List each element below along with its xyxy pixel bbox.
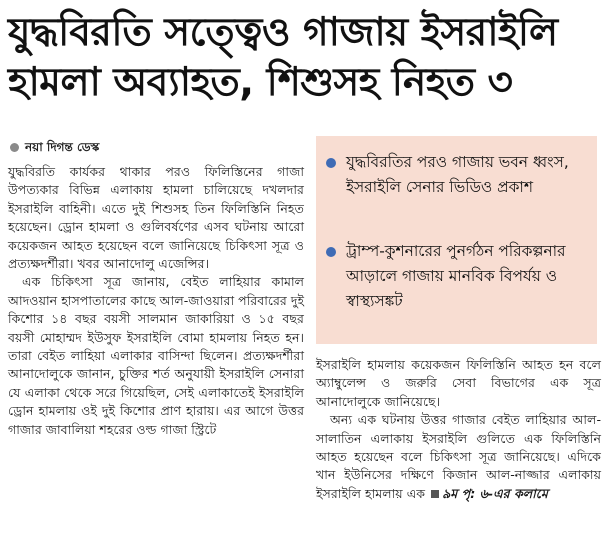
highlight-box — [316, 136, 597, 344]
byline-text: নয়া দিগন্ত ডেস্ক — [25, 140, 100, 154]
highlight-text-1: যুদ্ধবিরতির পরও গাজায় ভবন ধ্বংস, ইসরাইলি সেনার ভিডিও প্রকাশ — [346, 153, 569, 196]
highlight-text-2: ট্রাম্প-কুশনারের পুনর্গঠন পরিকল্পনার আড়ালে গাজায় মানবিক বিপর্যয় ও স্বাস্থ্যসঙ্কট — [346, 242, 566, 310]
jump-square-icon — [431, 490, 439, 498]
highlight-item — [326, 150, 589, 200]
right-paragraph-1: ইসরাইলি হামলায় কয়েকজন ফিলিস্তিনি আহত হন বলে অ্যাম্বুলেন্স ও জরুরি সেবা বিভাগের এক সূত্র আনাদোলুকে জানিয়েছে। — [316, 357, 601, 409]
right-column — [316, 356, 601, 503]
highlight-item — [326, 239, 589, 314]
left-paragraph-2: এক চিকিৎসা সূত্র জানায়, বেইত লাহিয়ার কামাল আদওয়ান হাসপাতালের কাছে আল-জাওয়ারা পরিবারের দুই কিশোর ১৪ বছর বয়সী সালমান জাকারিয়া ও ১৫ বছর বয়সী মোহাম্মদ ইউসুফ ইসরাইলি বোমা হামলায় নিহত হন। তারা বেইত লাহিয়া এলাকার বাসিন্দা ছিলেন। প্রত্যক্ষদর্শীরা আনাদোলুকে জানান, চুক্তির শর্ত অনুযায়ী ইসরাইলি সেনারা যে এলাকা থেকে সরে গিয়েছিল, সেই এলাকাতেই ইসরাইলি ড্রোন হামলায় ওই দুই কিশোর প্রাণ হারায়। এর আগে উত্তর গাজার জাবালিয়া শহরের ওল্ড গাজা স্ট্রিটে — [8, 274, 304, 437]
continued-on-page: ৯ম পৃ: ৬-এর কলামে — [442, 485, 548, 501]
bullet-dot-icon — [326, 247, 336, 257]
byline-bullet-icon — [10, 143, 19, 152]
left-column — [8, 163, 304, 439]
right-paragraph-2 — [316, 411, 601, 503]
left-paragraph-1: যুদ্ধবিরতি কার্যকর থাকার পরও ফিলিস্তিনের গাজা উপত্যকার বিভিন্ন এলাকায় হামলা চালিয়েছে দখলদার ইসরাইলি বাহিনী। এতে দুই শিশুসহ তিন ফিলিস্তিনি নিহত হয়েছেন। ড্রোন হামলা ও গুলিবর্ষণের এসব ঘটনায় আরো কয়েকজন আহত হয়েছেন বলে জানিয়েছে চিকিৎসা সূত্র ও প্রত্যক্ষদর্শীরা। খবর আনাদোলু এজেন্সির। — [8, 164, 304, 272]
bullet-dot-icon — [326, 158, 336, 168]
right-paragraph-2-text: অন্য এক ঘটনায় উত্তর গাজার বেইত লাহিয়ার আল-সালাতিন এলাকায় ইসরাইলি গুলিতে এক ফিলিস্তিনি আহত হয়েছেন বলে চিকিৎসা সূত্র জানিয়েছে। এদিকে খান ইউনিসের দক্ষিণে কিজান আল-নাজ্জার এলাকায় ইসরাইলি হামলায় এক — [316, 412, 601, 501]
byline — [10, 138, 300, 156]
headline: যুদ্ধবিরতি সত্ত্বেও গাজায় ইসরাইলি হামলা অব্যাহত, শিশুসহ নিহত ৩ — [8, 10, 558, 105]
